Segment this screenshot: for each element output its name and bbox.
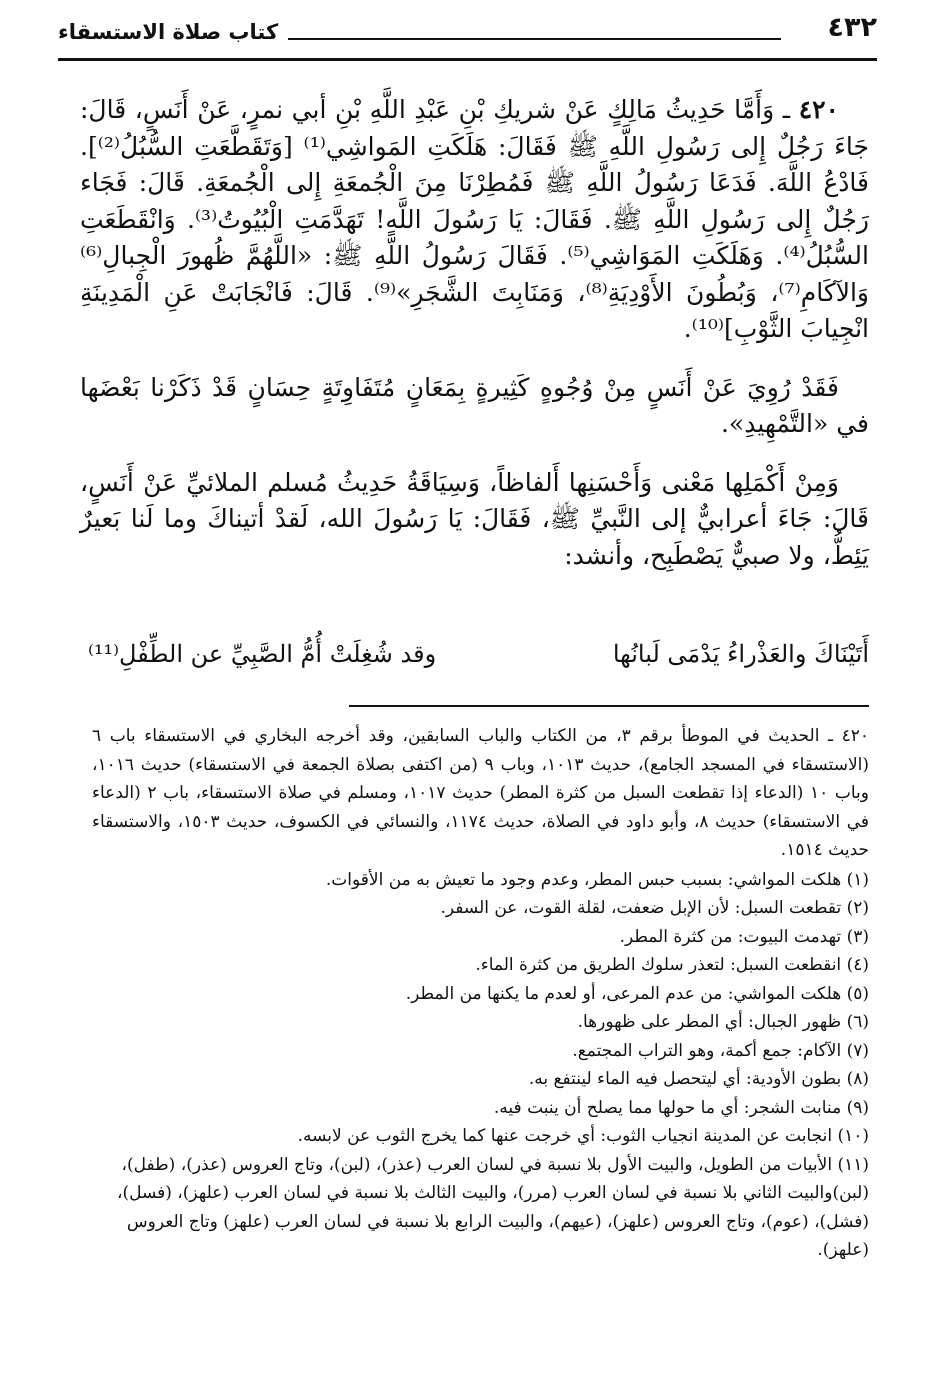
footnote-item: [92, 951, 869, 980]
footnote-item: [92, 980, 869, 1009]
footnote-text: تهدمت البيوت: من كثرة المطر.: [619, 926, 842, 947]
footnote-text: هلكت المواشي: بسبب حبس المطر، وعدم وجود ما تعيش به من الأقوات.: [325, 869, 842, 890]
commentary-paragraph-2: وَمِنْ أَكْمَلِها مَعْنى وَأَحْسَنِها أَلفاظاً، وَسِيَاقَةُ حَدِيثُ مُسلم الملائيِّ عَنْ أَنَسٍ، قَالَ: جَاءَ أعرابيٌّ إلى النَّبيِّ ﷺ، فَقَالَ: يَا رَسُولَ الله، لَقدْ أتيناكَ وما لَنا بَعيرٌ يَئِطُّ، ولا صبيٌّ يَصْطَبِح، وأنشد:: [80, 467, 869, 570]
footnote-item: [92, 866, 869, 895]
footnote-item: [92, 923, 869, 952]
footnote-text: الأبيات من الطويل، والبيت الأول بلا نسبة في لسان العرب (عذر)، (لبن)، وتاج العروس (عذر)، (طفل)، (لبن)والبيت الثاني بلا نسبة في لسان العرب (مرر)، والبيت الثالث بلا نسبة في لسان العرب (علهز)، (فسل)، (فشل)، (عوم)، وتاج العروس (علهز)، (عيهم)، والبيت الرابع بلا نسبة في لسان العرب (علهز) وتاج العروس (علهز).: [116, 1154, 869, 1260]
hadith-number: ٤٢٠: [798, 95, 839, 124]
hadith-text: ـ وَأَمَّا حَدِيثُ مَالِكٍ عَنْ شريكِ بْنِ عَبْدِ اللَّهِ بْنِ أبي نمرٍ، عَنْ أَنَسٍ، قَالَ: جَاءَ رَجُلٌ إِلى رَسُولِ اللَّهِ ﷺ فَقَالَ: هَلَكَتِ المَواشِي⁽¹⁾ [وَتَقَطَّعَتِ السُّبُلُ⁽²⁾]. فَادْعُ اللَّهَ. فَدَعَا رَسُولُ اللَّهِ ﷺ فَمُطِرْنَا مِنَ الْجُمعَةِ إِلى الْجُمعَةِ. قَالَ: فَجَاء رَجُلٌ إِلى رَسُولِ اللَّهِ ﷺ. فَقَالَ: يَا رَسُولَ اللَّهِ! تَهَدَّمَتِ الْبُيُوتُ⁽³⁾. وَانْقَطَعَتِ السُّبُلُ⁽⁴⁾. وَهَلَكَتِ المَوَاشِي⁽⁵⁾. فَقَالَ رَسُولُ اللَّهِ ﷺ: «اللَّهُمَّ ظُهورَ الْجِبالِ⁽⁶⁾ وَالآكَامِ⁽⁷⁾، وَبُطُونَ الأَوْدِيَةِ⁽⁸⁾، وَمَنَابِتَ الشَّجَرِ»⁽⁹⁾. قَالَ: فَانْجَابَتْ عَنِ الْمَدِينَةِ انْجِيابَ الثَّوْبِ]⁽¹⁰⁾.: [80, 95, 869, 343]
footnotes: [92, 722, 869, 1265]
footnote-item: [92, 1151, 869, 1265]
footnote-item: [92, 1122, 869, 1151]
verse-hemistich-1: أَتَيْنَاكَ والعَذْراءُ يَدْمَى لَبانُها: [612, 640, 869, 668]
footnote-number: (٥): [846, 983, 869, 1004]
poetry-verse: [88, 640, 869, 680]
footnote-item: [92, 894, 869, 923]
chapter-title: كتاب صلاة الاستسقاء: [58, 20, 279, 44]
footnote-number: (٧): [846, 1040, 869, 1061]
header-rule: [58, 58, 877, 61]
commentary-paragraph: فَقَدْ رُوِيَ عَنْ أَنَسٍ مِنْ وُجُوهٍ كَثِيرةٍ بِمَعَانٍ مُتَفَاوِتَةٍ حِسَانٍ قَدْ ذَكَرْنا بَعْضَها في «التَّمْهِيدِ».: [80, 372, 869, 438]
footnote-item: [92, 1094, 869, 1123]
footnote-number: (٣): [846, 926, 869, 947]
footnote-text: منابت الشجر: أي ما حولها مما يصلح أن ينبت فيه.: [493, 1097, 842, 1118]
hadith-paragraph: [80, 92, 869, 348]
footnote-item: [92, 1008, 869, 1037]
footnote-text: ظهور الجبال: أي المطر على ظهورها.: [577, 1012, 842, 1032]
footnote-item: [92, 1037, 869, 1066]
footnote-text: تقطعت السبل: لأن الإبل ضعفت، لقلة القوت، عن السفر.: [440, 898, 842, 918]
footnote-text: انجابت عن المدينة انجياب الثوب: أي خرجت عنها كما يخرج الثوب عن لابسه.: [297, 1126, 833, 1146]
main-text: [80, 92, 869, 596]
footnote-text: بطون الأودية: أي ليتحصل فيه الماء لينتفع به.: [528, 1069, 842, 1089]
footnote-text: انقطعت السبل: لتعذر سلوك الطريق من كثرة الماء.: [475, 955, 842, 975]
footnote-text: هلكت المواشي: من عدم المرعى، أو لعدم ما يكنها من المطر.: [405, 983, 842, 1004]
footnote-hadith-source: ٤٢٠ ـ الحديث في الموطأ برقم ٣، من الكتاب والباب السابقين، وقد أخرجه البخاري في الاستسقاء باب ٦ (الاستسقاء في المسجد الجامع)، حديث ١٠١٣، وباب ٩ (من اكتفى بصلاة الجمعة في الاستسقاء) حديث ١٠١٦، وباب ١٠ (الدعاء إذا تقطعت السبل من كثرة المطر) حديث ١٠١٧، ومسلم في صلاة الاستسقاء، باب ٢ (الدعاء في الاستسقاء) حديث ٨، وأبو داود في الصلاة، حديث ١١٧٤، والنسائي في الكسوف، حديث ١٥٠٣، والاستسقاء حديث ١٥١٤.: [92, 726, 870, 860]
footnote-number: (٦): [846, 1012, 869, 1032]
page-number: ٤٣٢: [827, 12, 877, 43]
footnote-separator: [349, 705, 869, 707]
footnote-number: (١): [846, 869, 869, 890]
footnote-item: [92, 1065, 869, 1094]
footnote-number: (٨): [846, 1069, 869, 1089]
page-header: [58, 8, 877, 60]
footnote-number: (٤): [846, 955, 869, 975]
footnote-number: (١٠): [837, 1126, 869, 1146]
footnote-number: (٩): [846, 1097, 869, 1118]
verse-hemistich-2: وقد شُغِلَتْ أُمُّ الصَّبِيِّ عن الطِّفْلِ⁽¹¹⁾: [88, 640, 437, 668]
header-dash: [288, 38, 781, 40]
footnote-text: الآكام: جمع أكمة، وهو التراب المجتمع.: [572, 1040, 842, 1061]
footnote-number: (١١): [837, 1154, 869, 1175]
footnote-list: [92, 866, 869, 1265]
footnote-number: (٢): [846, 898, 869, 918]
